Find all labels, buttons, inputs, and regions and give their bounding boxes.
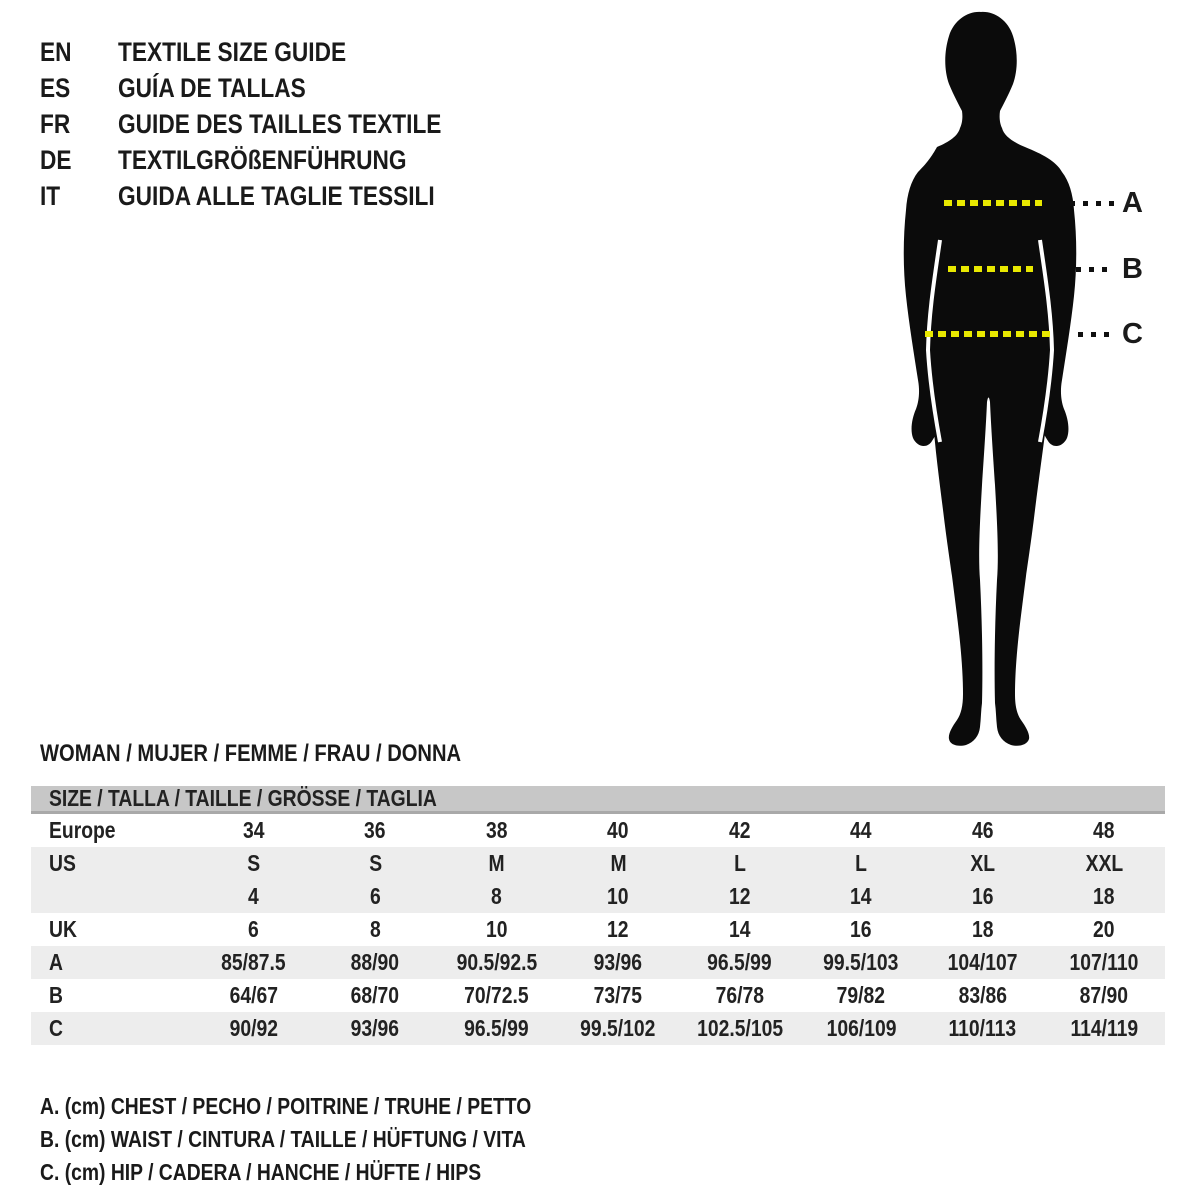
hip-label: C (1122, 318, 1143, 350)
size-cell: XL (970, 850, 996, 876)
size-cell: 8 (491, 883, 503, 909)
size-cell: 110/113 (948, 1015, 1017, 1041)
language-code: ES (40, 73, 71, 103)
size-table (31, 786, 1165, 1045)
size-cell: L (733, 850, 746, 876)
size-table-body (31, 814, 1165, 1045)
row-label: C (49, 1015, 63, 1041)
table-row (31, 913, 1165, 946)
language-code: FR (40, 109, 71, 139)
size-cell: 12 (607, 916, 629, 942)
size-cell: 34 (243, 817, 265, 843)
table-row (31, 946, 1165, 979)
size-cell: 16 (850, 916, 872, 942)
row-label (31, 883, 193, 910)
gender-heading-text: WOMAN / MUJER / FEMME / FRAU / DONNA (40, 740, 462, 767)
table-row (31, 880, 1165, 913)
size-cell: 6 (248, 916, 260, 942)
row-label: US (49, 850, 76, 876)
size-cell: L (855, 850, 868, 876)
size-cell: 12 (729, 883, 751, 909)
size-cell: 76/78 (715, 982, 764, 1008)
chest-dotted-line (1070, 201, 1115, 206)
size-cell: 79/82 (837, 982, 886, 1008)
note-line: C. (cm) HIP / CADERA / HANCHE / HÜFTE / HIPS (40, 1159, 482, 1185)
size-cell: 102.5/105 (696, 1015, 783, 1041)
size-cell: 93/96 (594, 949, 643, 975)
size-cell: 10 (607, 883, 629, 909)
hip-dash-line (925, 331, 1051, 337)
waist-label: B (1122, 253, 1143, 285)
note-line: B. (cm) WAIST / CINTURA / TAILLE / HÜFTUNG / VITA (40, 1126, 526, 1152)
size-cell: 96.5/99 (707, 949, 772, 975)
waist-dotted-line (1076, 267, 1114, 272)
size-cell: 73/75 (594, 982, 643, 1008)
size-cell: 38 (486, 817, 508, 843)
size-cell: 70/72.5 (464, 982, 529, 1008)
language-row (40, 142, 503, 178)
table-row (31, 1012, 1165, 1045)
language-title: TEXTILE SIZE GUIDE (118, 37, 347, 67)
row-label: Europe (49, 817, 116, 843)
language-code: DE (40, 145, 72, 175)
language-row (40, 106, 503, 142)
size-cell: 6 (369, 883, 381, 909)
size-cell: 87/90 (1080, 982, 1129, 1008)
size-cell: 14 (850, 883, 872, 909)
size-cell: 96.5/99 (464, 1015, 529, 1041)
size-cell: 36 (364, 817, 386, 843)
language-title: GUÍA DE TALLAS (118, 73, 306, 103)
size-cell: 88/90 (351, 949, 400, 975)
row-label: B (49, 982, 63, 1008)
size-cell: 68/70 (351, 982, 400, 1008)
size-cell: 40 (607, 817, 629, 843)
size-cell: 10 (486, 916, 508, 942)
size-cell: M (488, 850, 505, 876)
chest-label: A (1122, 187, 1143, 219)
size-cell: 99.5/103 (823, 949, 899, 975)
size-cell: 14 (729, 916, 751, 942)
note-line: A. (cm) CHEST / PECHO / POITRINE / TRUHE / PETTO (40, 1093, 532, 1119)
waist-dash-line (948, 266, 1033, 272)
size-cell: 44 (850, 817, 872, 843)
language-row (40, 70, 503, 106)
size-cell: 4 (248, 883, 260, 909)
table-row (31, 814, 1165, 847)
row-label: A (49, 949, 63, 975)
size-cell: 90.5/92.5 (456, 949, 538, 975)
size-cell: 20 (1093, 916, 1115, 942)
size-cell: 93/96 (351, 1015, 400, 1041)
table-row (31, 847, 1165, 880)
size-cell: 107/110 (1069, 949, 1139, 975)
language-row (40, 34, 503, 70)
row-label: UK (49, 916, 77, 942)
language-title: GUIDA ALLE TAGLIE TESSILI (118, 181, 435, 211)
size-cell: M (610, 850, 627, 876)
language-row (40, 178, 503, 214)
size-cell: 18 (1093, 883, 1115, 909)
size-cell: 18 (972, 916, 994, 942)
gender-heading (40, 740, 541, 768)
language-code: IT (40, 181, 61, 211)
size-cell: 99.5/102 (580, 1015, 656, 1041)
size-cell: S (368, 850, 382, 876)
hip-dotted-line (1078, 332, 1114, 337)
woman-silhouette (890, 10, 1090, 750)
size-cell: 106/109 (826, 1015, 897, 1041)
language-title: TEXTILGRÖßENFÜHRUNG (118, 145, 407, 175)
size-cell: 48 (1093, 817, 1115, 843)
size-cell: 104/107 (947, 949, 1018, 975)
size-cell: 64/67 (229, 982, 278, 1008)
size-cell: 42 (729, 817, 751, 843)
language-code: EN (40, 37, 72, 67)
size-cell: 46 (972, 817, 994, 843)
size-cell: 85/87.5 (221, 949, 286, 975)
chest-dash-line (944, 200, 1042, 206)
size-cell: XXL (1085, 850, 1124, 876)
size-cell: 16 (972, 883, 994, 909)
size-cell: S (247, 850, 261, 876)
size-cell: 90/92 (229, 1015, 278, 1041)
size-table-header (31, 786, 1165, 814)
size-table-header-text: SIZE / TALLA / TAILLE / GRÖSSE / TAGLIA (49, 785, 437, 811)
language-list (40, 34, 503, 214)
language-title: GUIDE DES TAILLES TEXTILE (118, 109, 442, 139)
measurement-notes (40, 1090, 625, 1189)
size-cell: 114/119 (1070, 1015, 1139, 1041)
size-cell: 8 (369, 916, 381, 942)
size-cell: 83/86 (958, 982, 1007, 1008)
table-row (31, 979, 1165, 1012)
